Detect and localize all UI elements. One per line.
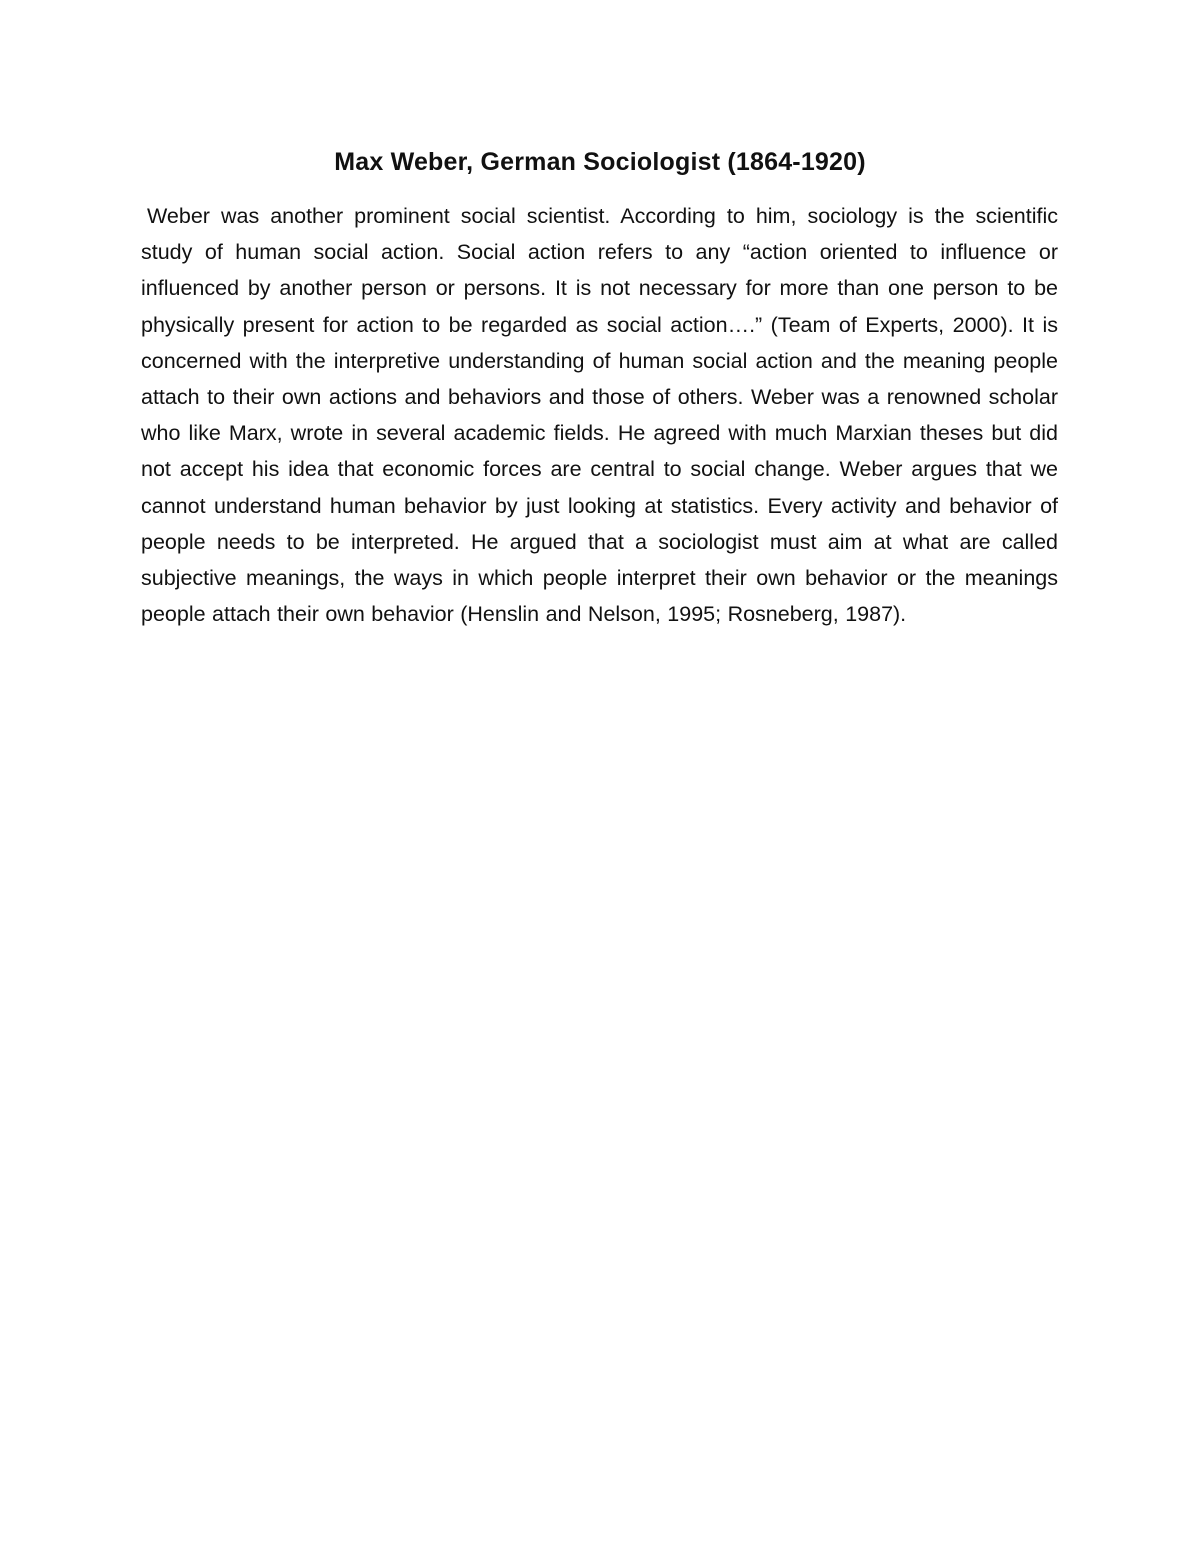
document-body-paragraph: Weber was another prominent social scientist. According to him, sociology is the scientific study of human social action. Social action refers to any “action oriented to influence or influenced by another person or persons. It is not necessary for more than one person to be physically present for action to be regarded as social action….” (Team of Experts, 2000). It is concerned with the interpretive understanding of human social action and the meaning people attach to their own actions and behaviors and those of others. Weber was a renowned scholar who like Marx, wrote in several academic fields. He agreed with much Marxian theses but did not accept his idea that economic forces are central to social change. Weber argues that we cannot understand human behavior by just looking at statistics. Every activity and behavior of people needs to be interpreted. He argued that a sociologist must aim at what are called subjective meanings, the ways in which people interpret their own behavior or the meanings people attach their own behavior (Henslin and Nelson, 1995; Rosneberg, 1987). bbox=[141, 204, 1058, 627]
document-title: Max Weber, German Sociologist (1864-1920) bbox=[334, 148, 866, 176]
